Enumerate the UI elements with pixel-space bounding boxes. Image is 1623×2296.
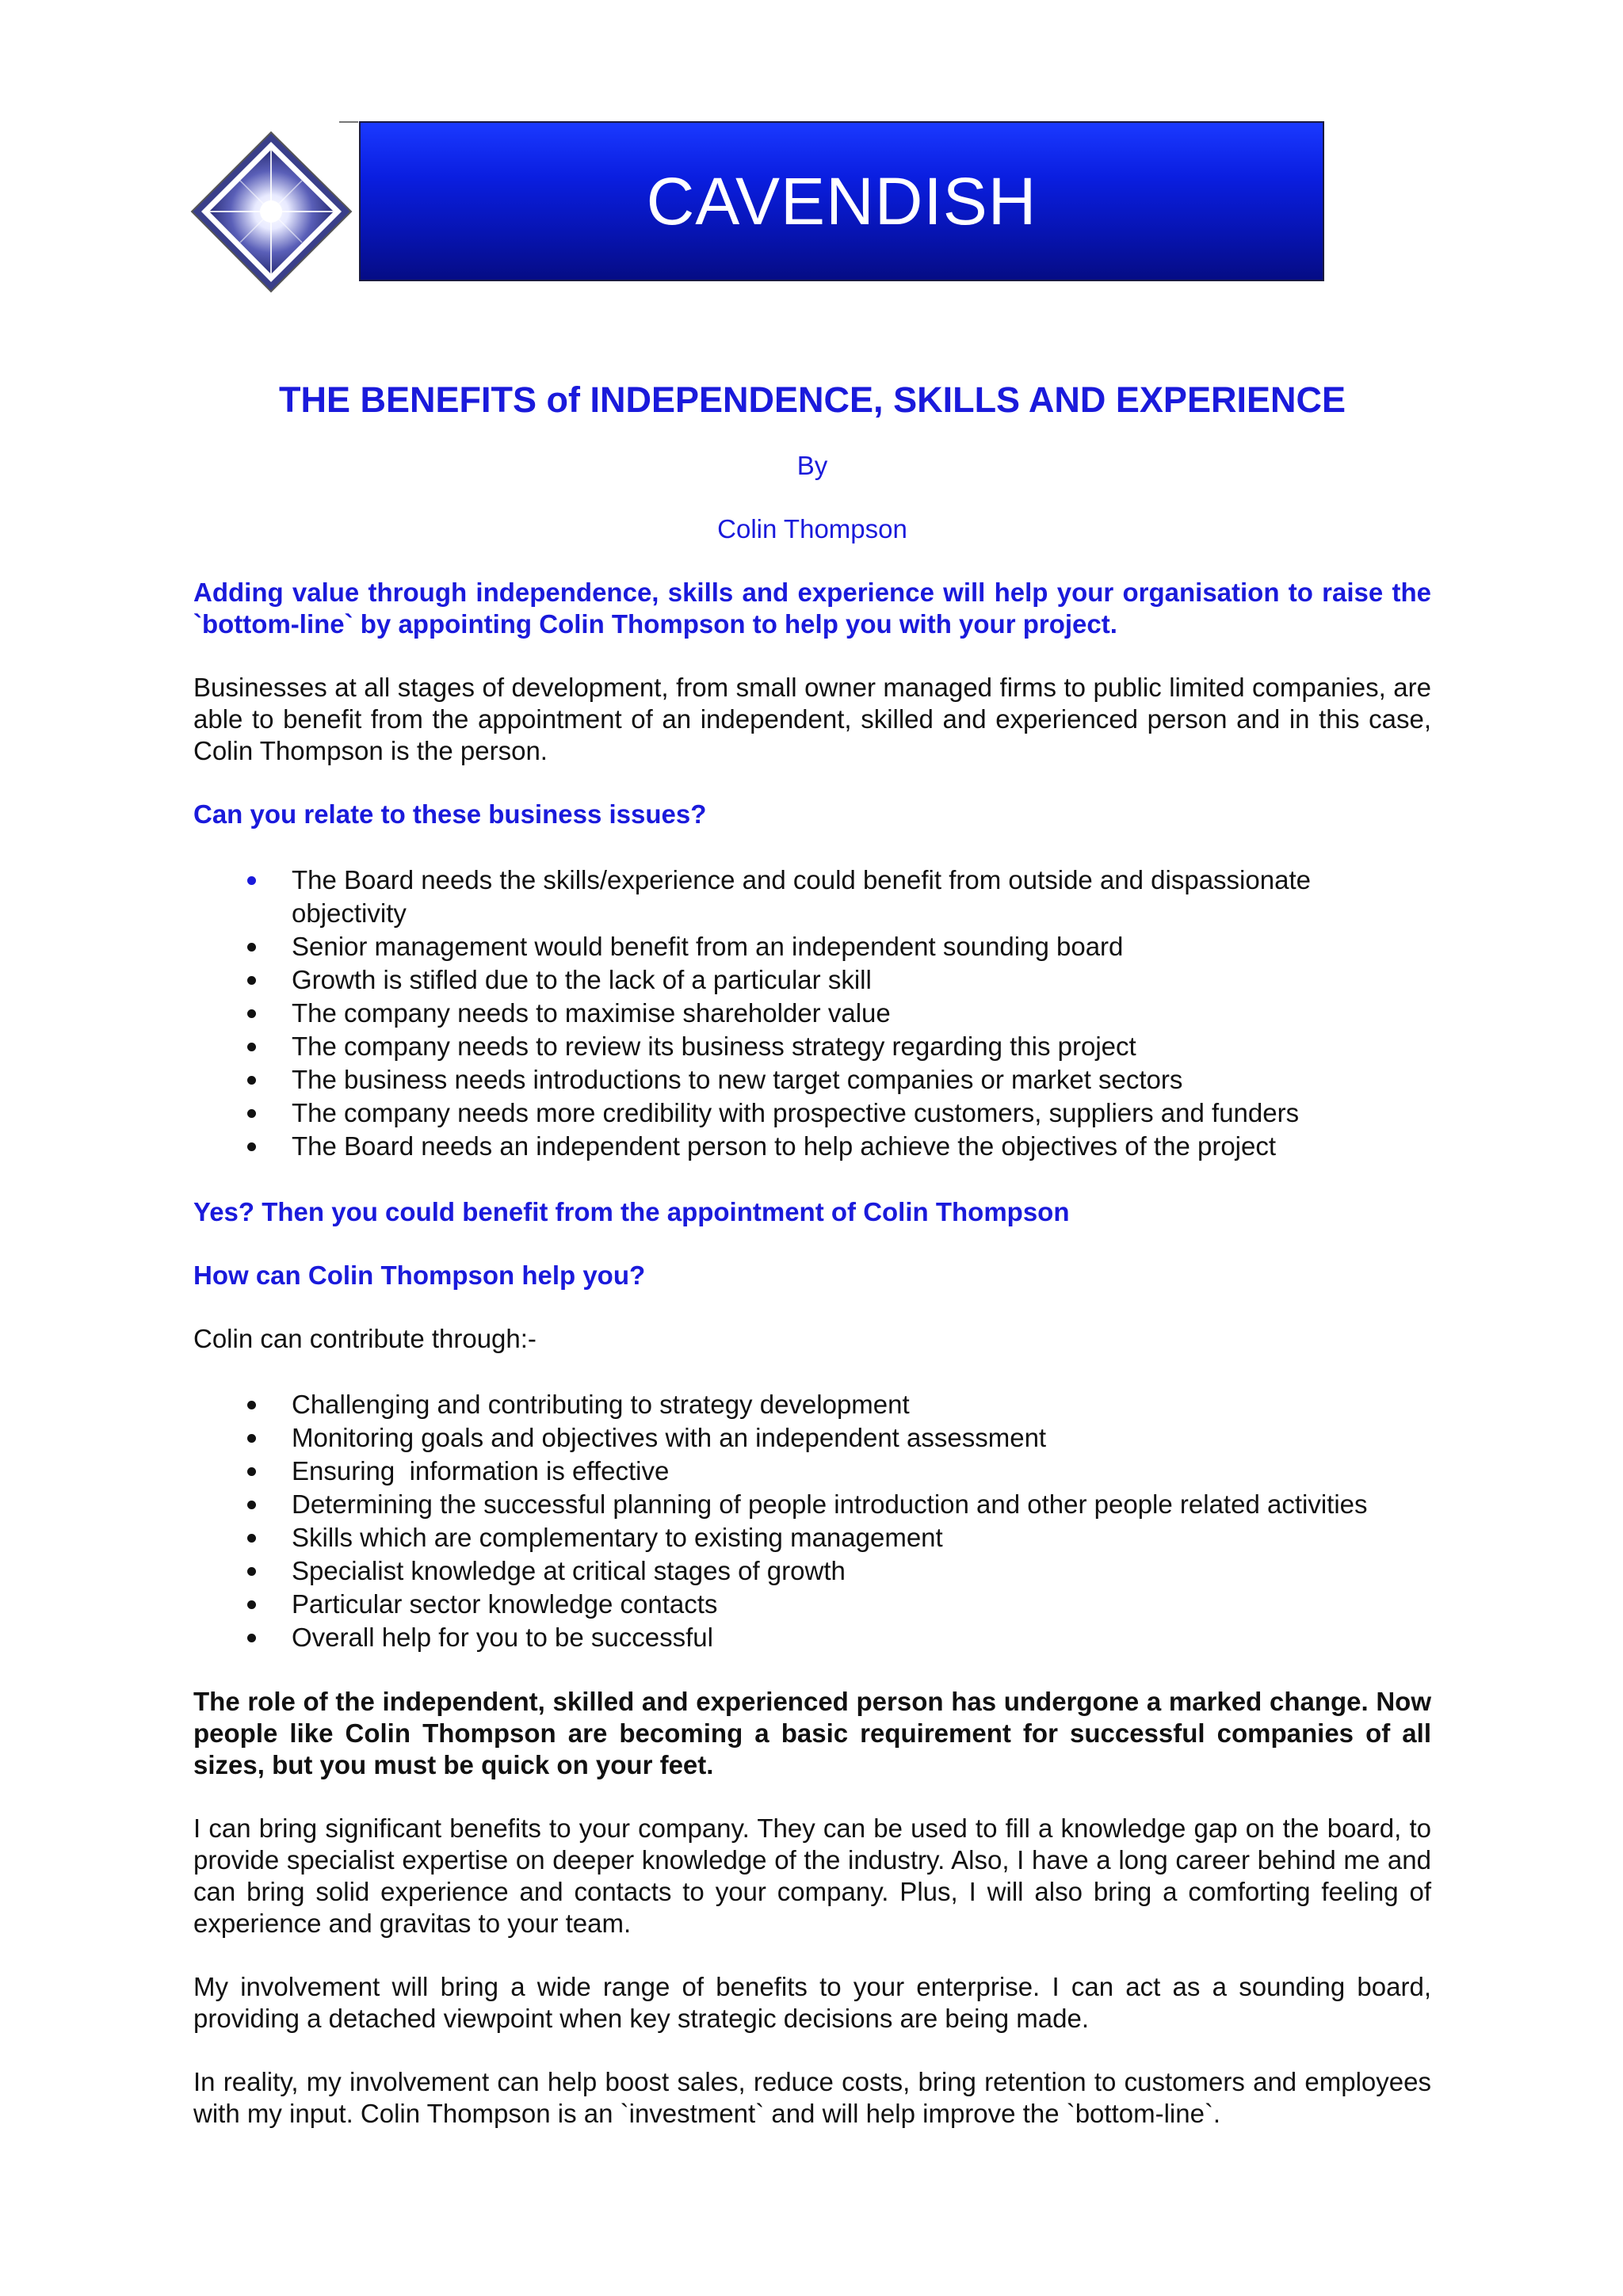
list-item: Growth is stifled due to the lack of a particular skill <box>193 963 1431 997</box>
list-item: The business needs introductions to new target companies or market sectors <box>193 1063 1431 1097</box>
list-item: Determining the successful planning of people introduction and other people related activities <box>193 1488 1431 1521</box>
intro-paragraph: Businesses at all stages of development, from small owner managed firms to public limited companies, are able to benefit from the appointment of an independent, skilled and experienced person and in this case, Colin Thompson is the person. <box>193 673 1431 765</box>
bullet-icon <box>247 1634 256 1642</box>
benefits-paragraph: I can bring significant benefits to your company. They can be used to fill a knowledge gap on the board, to provide specialist expertise on deeper knowledge of the industry. Also, I have a long career behind me and can bring solid experience and contacts to your company. Plus, I will also bring a comforting feeling of experience and gravitas to your team. <box>193 1814 1431 1938</box>
list-item: The Board needs an independent person to help achieve the objectives of the project <box>193 1130 1431 1163</box>
bullet-icon <box>247 1009 256 1018</box>
bullet-icon <box>247 1109 256 1118</box>
lead-paragraph: Adding value through independence, skills and experience will help your organisation to raise the `bottom-line` by appointing Colin Thompson to help you with your project. <box>193 578 1431 639</box>
contributions-list <box>193 1388 1431 1654</box>
bullet-icon <box>247 1434 256 1443</box>
bullet-icon <box>247 1076 256 1085</box>
list-item: Ensuring information is effective <box>193 1455 1431 1488</box>
bullet-icon <box>247 1401 256 1409</box>
help-heading: How can Colin Thompson help you? <box>193 1261 646 1290</box>
bullet-icon <box>247 1600 256 1609</box>
byline-author: Colin Thompson <box>717 514 907 543</box>
bullet-icon <box>247 976 256 985</box>
list-item: Challenging and contributing to strategy development <box>193 1388 1431 1421</box>
bullet-icon <box>247 1501 256 1509</box>
list-item: The Board needs the skills/experience and could benefit from outside and dispassionate objectivity <box>193 864 1431 930</box>
byline-by: By <box>796 451 828 480</box>
list-item: Skills which are complementary to existing management <box>193 1521 1431 1554</box>
list-item: Senior management would benefit from an independent sounding board <box>193 930 1431 963</box>
list-item: Monitoring goals and objectives with an independent assessment <box>193 1421 1431 1455</box>
bullet-icon <box>247 1567 256 1576</box>
role-statement: The role of the independent, skilled and experienced person has undergone a marked change. Now people like Colin Thompson are becoming a basic requirement for successful companies of all sizes, but you must be quick on your feet. <box>193 1687 1431 1779</box>
article-body <box>193 372 1431 2130</box>
list-item: The company needs more credibility with prospective customers, suppliers and funders <box>193 1097 1431 1130</box>
yes-line: Yes? Then you could benefit from the appointment of Colin Thompson <box>193 1197 1070 1226</box>
list-item: The company needs to review its business strategy regarding this project <box>193 1030 1431 1063</box>
header-rule <box>339 121 358 123</box>
bullet-icon <box>247 1467 256 1476</box>
list-item: The company needs to maximise shareholder value <box>193 997 1431 1030</box>
cavendish-logo <box>190 131 353 293</box>
article-title: THE BENEFITS of INDEPENDENCE, SKILLS AND EXPERIENCE <box>279 379 1346 420</box>
list-item: Particular sector knowledge contacts <box>193 1588 1431 1621</box>
bullet-icon <box>247 1142 256 1151</box>
issues-heading: Can you relate to these business issues? <box>193 799 707 829</box>
bullet-icon <box>247 876 256 885</box>
brand-title: CAVENDISH <box>646 163 1037 238</box>
bullet-icon <box>247 943 256 952</box>
issues-list <box>193 864 1431 1163</box>
list-item: Overall help for you to be successful <box>193 1621 1431 1654</box>
bullet-icon <box>247 1043 256 1051</box>
contribute-intro: Colin can contribute through:- <box>193 1324 537 1353</box>
involvement-paragraph: My involvement will bring a wide range of benefits to your enterprise. I can act as a sounding board, providing a detached viewpoint when key strategic decisions are being made. <box>193 1972 1431 2033</box>
bullet-icon <box>247 1534 256 1543</box>
brand-banner <box>359 121 1324 281</box>
reality-paragraph: In reality, my involvement can help boost sales, reduce costs, bring retention to customers and employees with my input. Colin Thompson is an `investment` and will help improve the `bottom-line`. <box>193 2067 1431 2128</box>
list-item: Specialist knowledge at critical stages of growth <box>193 1554 1431 1588</box>
